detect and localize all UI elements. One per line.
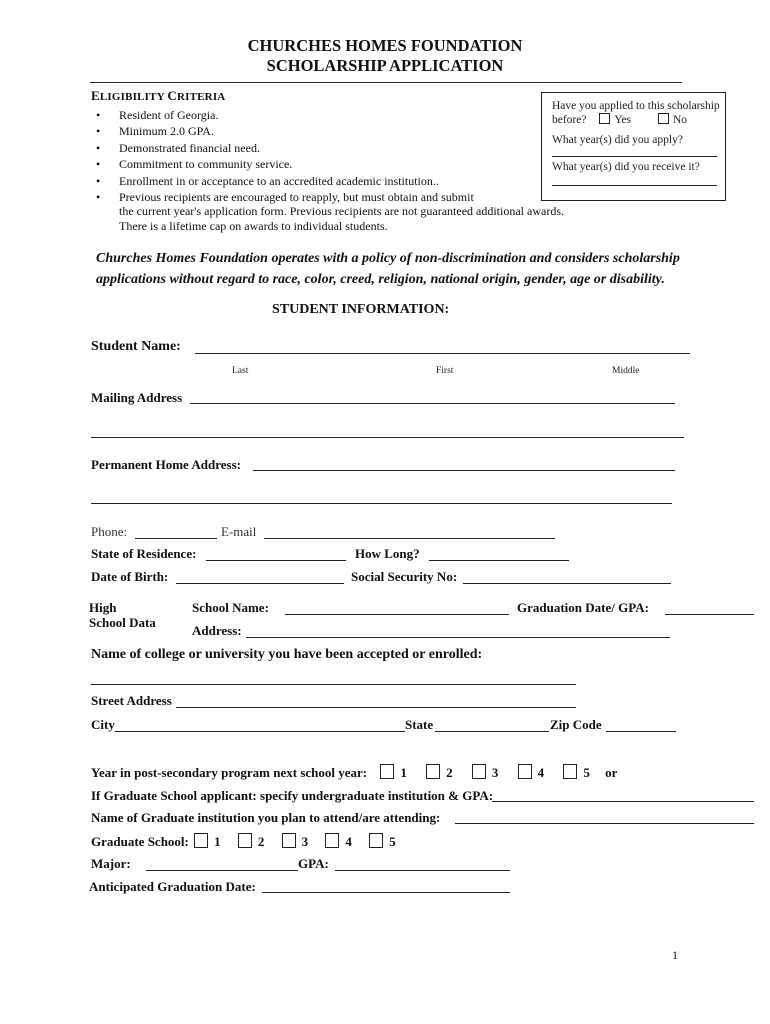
student-info-heading: STUDENT INFORMATION: xyxy=(272,302,450,317)
yes-label: Yes xyxy=(614,114,632,126)
year-1-checkbox[interactable] xyxy=(380,764,394,779)
mailing-address-field[interactable] xyxy=(190,403,675,404)
state-field[interactable] xyxy=(435,731,549,732)
phone-field[interactable] xyxy=(135,538,217,539)
mailing-address-field-line2[interactable] xyxy=(91,437,684,438)
year-2-checkbox[interactable] xyxy=(426,764,440,779)
zip-label: Zip Code xyxy=(550,717,602,732)
grad-1-checkbox[interactable] xyxy=(194,833,208,848)
permanent-address-label: Permanent Home Address: xyxy=(91,457,241,472)
dob-label: Date of Birth: xyxy=(91,569,169,584)
apply-year-field[interactable] xyxy=(552,156,717,157)
school-name-label: School Name: xyxy=(192,600,269,615)
street-address-label: Street Address xyxy=(91,693,172,708)
email-field[interactable] xyxy=(264,538,555,539)
grad-5-checkbox[interactable] xyxy=(369,833,383,848)
no-label: No xyxy=(672,114,688,126)
grad-institution-label: Name of Graduate institution you plan to attend/are attending: xyxy=(91,810,441,825)
year-5-checkbox[interactable] xyxy=(563,764,577,779)
year-3-checkbox[interactable] xyxy=(472,764,486,779)
grad-2-checkbox[interactable] xyxy=(238,833,252,848)
how-long-field[interactable] xyxy=(429,560,569,561)
criteria-item: • Resident of Georgia. xyxy=(96,107,474,123)
criteria-continuation-1: the current year's application form. Previous recipients are not guaranteed additional awards. xyxy=(119,204,564,218)
permanent-address-field-line2[interactable] xyxy=(91,503,672,504)
graduation-gpa-label: Graduation Date/ GPA: xyxy=(517,600,649,615)
school-address-label: Address: xyxy=(192,623,242,638)
phone-label: Phone: xyxy=(91,524,128,539)
criteria-item: • Demonstrated financial need. xyxy=(96,140,474,156)
apply-year-label: What year(s) did you apply? xyxy=(552,134,683,146)
grad-3-checkbox[interactable] xyxy=(282,833,296,848)
no-checkbox[interactable] xyxy=(658,113,669,124)
permanent-address-field[interactable] xyxy=(253,470,675,471)
form-title-line2: SCHOLARSHIP APPLICATION xyxy=(266,56,504,75)
zip-field[interactable] xyxy=(606,731,676,732)
criteria-item: • Minimum 2.0 GPA. xyxy=(96,123,474,139)
first-name-caption: First xyxy=(436,366,454,376)
grad-applicant-label: If Graduate School applicant: specify undergraduate institution & GPA: xyxy=(91,788,494,803)
grad-institution-field[interactable] xyxy=(455,823,754,824)
school-address-field[interactable] xyxy=(246,637,670,638)
eligibility-heading: ELIGIBILITY CRITERIA xyxy=(91,88,226,103)
receive-year-field[interactable] xyxy=(552,185,717,186)
student-name-field[interactable] xyxy=(195,353,690,354)
city-field[interactable] xyxy=(115,731,405,732)
non-discrimination-statement: Churches Homes Foundation operates with a policy of non-discrimination and considers scholarship applications without regard to race, color, creed, religion, national origin, gender, age or disability. xyxy=(96,251,680,287)
form-title-line1: CHURCHES HOMES FOUNDATION xyxy=(247,36,523,55)
anticipated-grad-label: Anticipated Graduation Date: xyxy=(89,879,256,894)
title-divider xyxy=(90,82,682,83)
email-label: E-mail xyxy=(221,524,257,539)
year-4-checkbox[interactable] xyxy=(518,764,532,779)
prior-application-options: before? Yes No xyxy=(552,114,688,126)
criteria-item: • Commitment to community service. xyxy=(96,156,474,172)
how-long-label: How Long? xyxy=(355,546,420,561)
grad-4-checkbox[interactable] xyxy=(325,833,339,848)
state-residence-label: State of Residence: xyxy=(91,546,197,561)
college-name-field[interactable] xyxy=(91,684,576,685)
yes-checkbox[interactable] xyxy=(599,113,610,124)
grad-school-row: Graduate School: 1 2 3 4 5 xyxy=(91,834,396,849)
or-text: or xyxy=(605,765,618,780)
program-year-row: Year in post-secondary program next school year: 1 2 3 4 5 or xyxy=(91,765,618,780)
criteria-item: • Enrollment in or acceptance to an accredited academic institution.. xyxy=(96,173,474,189)
criteria-continuation-2: There is a lifetime cap on awards to individual students. xyxy=(119,219,388,233)
city-label: City xyxy=(91,717,115,732)
ssn-field[interactable] xyxy=(463,583,671,584)
prior-application-box xyxy=(541,92,726,201)
high-school-side-label-2: School Data xyxy=(89,615,156,630)
prior-application-question: Have you applied to this scholarship xyxy=(552,100,720,112)
dob-field[interactable] xyxy=(176,583,344,584)
last-name-caption: Last xyxy=(232,366,249,376)
grad-school-label: Graduate School: xyxy=(91,834,189,849)
gpa-label: GPA: xyxy=(298,856,329,871)
graduation-gpa-field[interactable] xyxy=(665,614,754,615)
program-year-label: Year in post-secondary program next school year: xyxy=(91,765,368,780)
school-name-field[interactable] xyxy=(285,614,509,615)
eligibility-criteria-list xyxy=(96,107,474,205)
middle-name-caption: Middle xyxy=(612,366,640,376)
criteria-item: • Previous recipients are encouraged to reapply, but must obtain and submit xyxy=(96,189,474,205)
gpa-field[interactable] xyxy=(335,870,510,871)
mailing-address-label: Mailing Address xyxy=(91,390,183,405)
student-name-label: Student Name: xyxy=(91,339,181,354)
street-address-field[interactable] xyxy=(176,707,576,708)
state-label: State xyxy=(405,717,434,732)
high-school-side-label-1: High xyxy=(89,600,117,615)
receive-year-label: What year(s) did you receive it? xyxy=(552,161,700,173)
college-heading: Name of college or university you have been accepted or enrolled: xyxy=(91,647,483,662)
major-field[interactable] xyxy=(146,870,298,871)
major-label: Major: xyxy=(91,856,131,871)
state-residence-field[interactable] xyxy=(206,560,346,561)
anticipated-grad-field[interactable] xyxy=(262,892,510,893)
ssn-label: Social Security No: xyxy=(351,569,458,584)
page-number: 1 xyxy=(672,948,678,962)
grad-applicant-field[interactable] xyxy=(492,801,754,802)
